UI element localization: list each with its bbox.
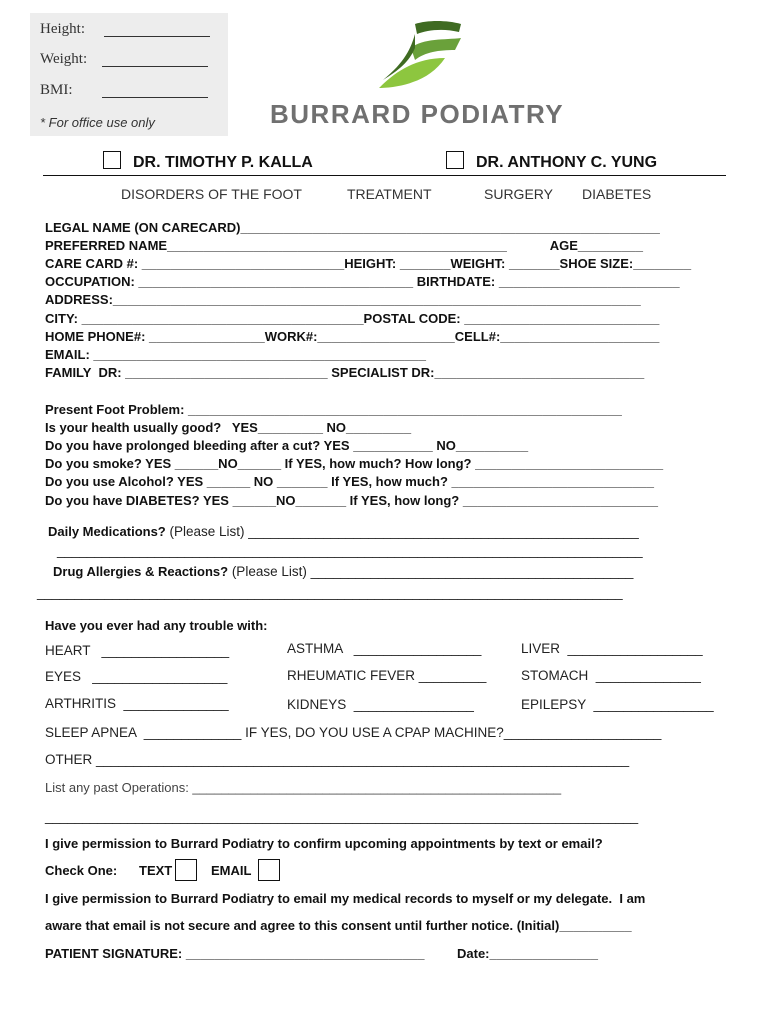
text-option-checkbox[interactable] <box>175 859 197 881</box>
email-option-checkbox[interactable] <box>258 859 280 881</box>
bmi-field[interactable] <box>40 82 73 99</box>
legal-name-field[interactable]: LEGAL NAME (ON CARECARD)__________________________________________________________ <box>45 220 660 235</box>
eyes-field[interactable]: EYES __________________ <box>45 669 228 684</box>
logo-wordmark: BURRARD PODIATRY <box>270 99 565 129</box>
category-treatment: TREATMENT <box>347 186 432 202</box>
height-label: Height: <box>40 21 85 37</box>
bmi-label: BMI: <box>40 82 73 98</box>
diabetes-question[interactable]: Do you have DIABETES? YES ______NO_______ If YES, how long? ___________________________ <box>45 493 659 508</box>
preferred-name-age-field[interactable]: PREFERRED NAME_______________________________________________ AGE_________ <box>45 238 643 253</box>
text-email-permission: I give permission to Burrard Podiatry to confirm upcoming appointments by text or email? <box>45 836 603 851</box>
category-diabetes: DIABETES <box>582 186 652 202</box>
office-use-box <box>30 13 228 136</box>
kidneys-field[interactable]: KIDNEYS ________________ <box>287 697 474 712</box>
trouble-heading: Have you ever had any trouble with: <box>45 618 268 633</box>
allergies-label: Drug Allergies & Reactions? <box>53 564 229 579</box>
email-field[interactable]: EMAIL: ______________________________________________ <box>45 347 426 362</box>
past-operations-line-2[interactable]: _______________________________________________________________________________ <box>45 809 639 824</box>
doctor-yung-label: DR. ANTHONY C. YUNG <box>476 154 658 171</box>
medications-line-2[interactable]: ______________________________________________________________________________ <box>57 543 643 558</box>
address-field[interactable]: ADDRESS:_________________________________________________________________________ <box>45 292 641 307</box>
other-field[interactable]: OTHER _______________________________________________________________________ <box>45 752 630 767</box>
past-operations-field[interactable]: List any past Operations: ___________________________________________________ <box>45 780 562 795</box>
asthma-field[interactable]: ASTHMA _________________ <box>287 641 482 656</box>
allergies-field[interactable] <box>53 563 633 581</box>
liver-field[interactable]: LIVER __________________ <box>521 641 703 656</box>
bleeding-question[interactable]: Do you have prolonged bleeding after a cut? YES ___________ NO__________ <box>45 438 529 453</box>
medications-label: Daily Medications? <box>48 524 166 539</box>
sleep-apnea-field[interactable]: SLEEP APNEA _____________ IF YES, DO YOU USE A CPAP MACHINE?_____________________ <box>45 725 662 740</box>
records-permission-line-1: I give permission to Burrard Podiatry to email my medical records to myself or my delegate. I am <box>45 891 646 906</box>
weight-field[interactable] <box>40 51 87 68</box>
health-good-question[interactable]: Is your health usually good? YES_________ NO_________ <box>45 420 412 435</box>
office-use-note: * For office use only <box>40 115 155 130</box>
heart-field[interactable]: HEART _________________ <box>45 643 230 658</box>
stomach-field[interactable]: STOMACH ______________ <box>521 668 701 683</box>
records-permission-line-2[interactable]: aware that email is not secure and agree to this consent until further notice. (Initial)__________ <box>45 918 632 933</box>
patient-signature-field[interactable]: PATIENT SIGNATURE: _________________________________ <box>45 946 425 961</box>
doctor-kalla-checkbox[interactable] <box>103 151 121 169</box>
city-postal-field[interactable]: CITY: _______________________________________POSTAL CODE: ___________________________ <box>45 311 660 326</box>
epilepsy-field[interactable]: EPILEPSY ________________ <box>521 697 714 712</box>
family-specialist-dr-field[interactable]: FAMILY DR: ____________________________ SPECIALIST DR:_____________________________ <box>45 365 645 380</box>
doctor-kalla-label: DR. TIMOTHY P. KALLA <box>133 154 313 171</box>
email-option-label: EMAIL <box>211 863 252 878</box>
category-surgery: SURGERY <box>484 186 553 202</box>
occupation-birthdate-field[interactable]: OCCUPATION: ______________________________________ BIRTHDATE: _________________________ <box>45 274 680 289</box>
allergies-hint: (Please List) ___________________________________________ <box>228 564 634 579</box>
allergies-line-2[interactable]: ______________________________________________________________________________ <box>37 585 623 600</box>
alcohol-question[interactable]: Do you use Alcohol? YES ______ NO _______ If YES, how much? ____________________________ <box>45 474 654 489</box>
leaf-logo-icon <box>375 18 465 96</box>
carecard-height-weight-shoe-field[interactable]: CARE CARD #: ____________________________HEIGHT: _______WEIGHT: _______SHOE SIZE:________ <box>45 256 692 271</box>
arthritis-field[interactable]: ARTHRITIS ______________ <box>45 696 229 711</box>
date-field[interactable]: Date:_______________ <box>457 946 598 961</box>
medications-field[interactable] <box>48 523 639 541</box>
text-option-label: TEXT <box>139 863 173 878</box>
header-divider <box>43 175 726 176</box>
rheumatic-fever-field[interactable]: RHEUMATIC FEVER _________ <box>287 668 487 683</box>
phone-numbers-field[interactable]: HOME PHONE#: ________________WORK#:___________________CELL#:______________________ <box>45 329 660 344</box>
weight-label: Weight: <box>40 51 88 67</box>
check-one-label: Check One: <box>45 863 118 878</box>
medications-hint: (Please List) ____________________________________________________ <box>165 524 639 539</box>
height-field[interactable] <box>40 21 85 38</box>
category-disorders: DISORDERS OF THE FOOT <box>121 186 302 202</box>
foot-problem-field[interactable]: Present Foot Problem: ____________________________________________________________ <box>45 402 622 417</box>
smoke-question[interactable]: Do you smoke? YES ______NO______ If YES, how much? How long? __________________________ <box>45 456 664 471</box>
doctor-yung-checkbox[interactable] <box>446 151 464 169</box>
